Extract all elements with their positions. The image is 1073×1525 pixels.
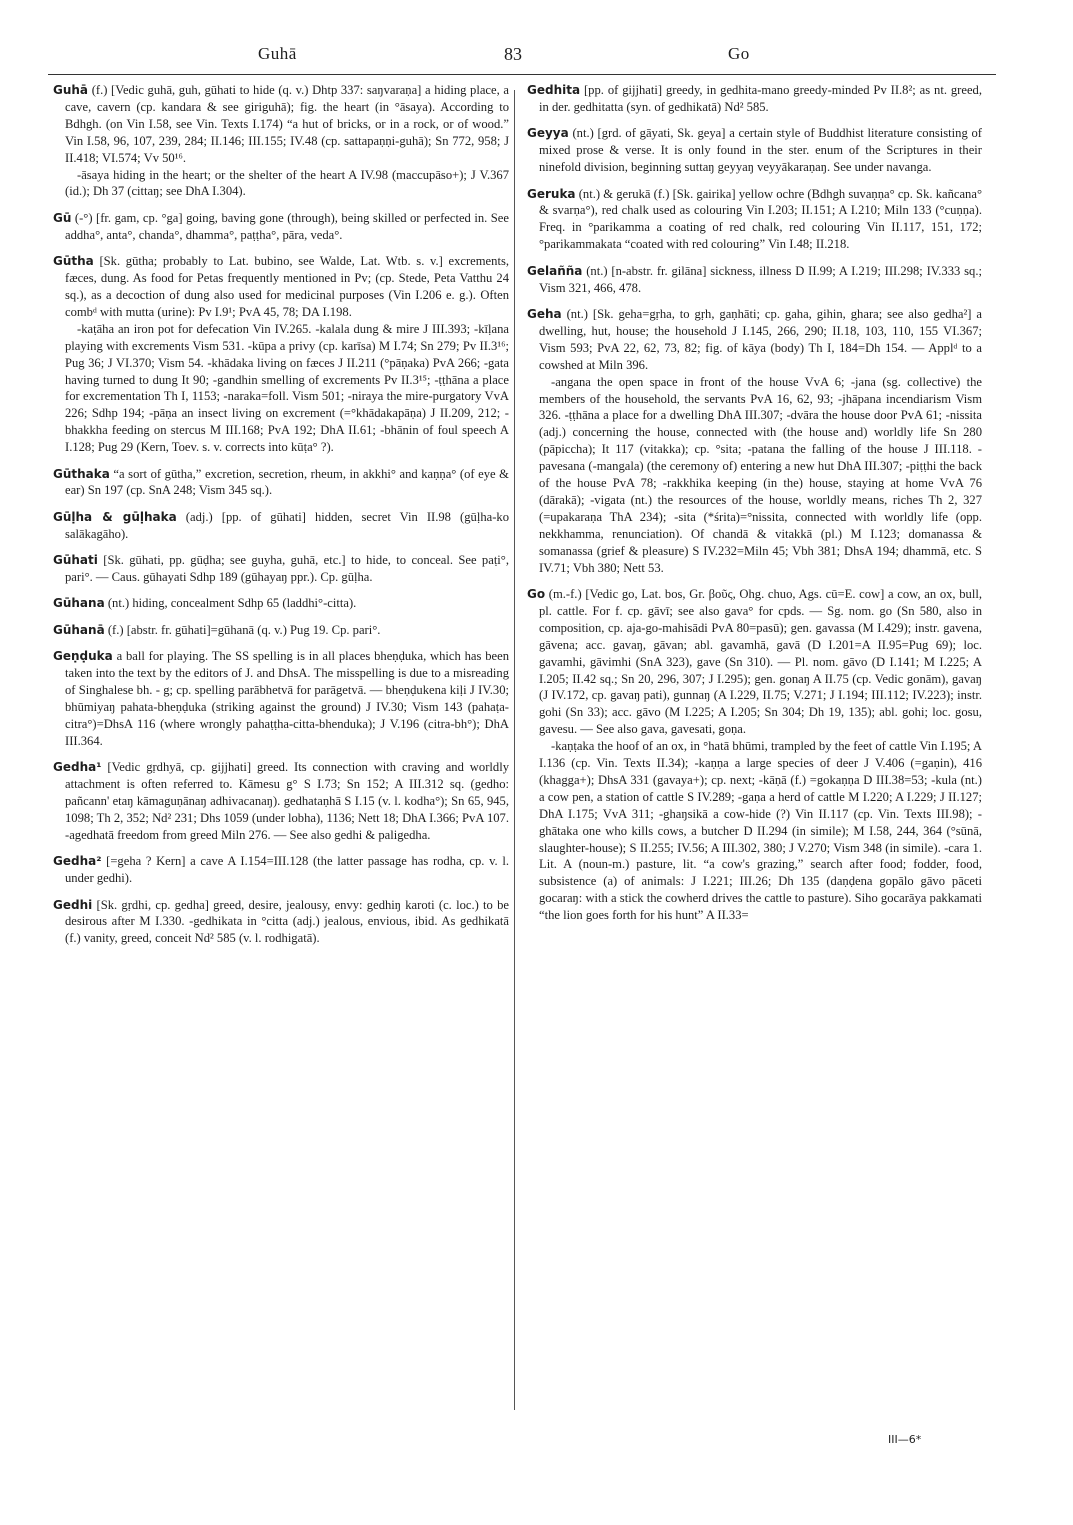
headword: Guhā [53, 83, 89, 97]
headword: Gelañña [527, 263, 583, 278]
signature-mark: III—6* [888, 1433, 922, 1446]
left-guide-word: Guhā [258, 44, 297, 63]
column-divider [514, 90, 515, 1410]
dictionary-entry [53, 595, 509, 612]
headword: Geṇḍuka [53, 649, 113, 664]
dictionary-entry [53, 82, 509, 200]
headword: Gūhati [53, 553, 98, 568]
entry-body: (nt.) [grd. of gāyati, Sk. geya] a certain style of Buddhist literature consisting of mixed prose & verse. It is only found in the ster. enum of the Scriptures in their ninefold division, beginning suttaŋ geyyaŋ veyyākaraṇaŋ. See under navanga. [539, 126, 982, 175]
headword: Gūtha [53, 254, 94, 269]
entry-body: (f.) [Vedic guhā, guh, gūhati to hide (q. v.) Dhtp 337: saŋvaraṇa] a hiding place, a cave, cavern (cp. kandara & see giriguhā); fig. the heart (in °āsaya). According to Bdhgh. (on Vin I.58, see Vin. Texts I.174) “a hut of bricks, or in a rock, or of wood.” Vin I.58, 96, 107, 239, 284; II.146; III.155; IV.48 (cp. sattapaṇṇi-guhā); Sn 772, 958; J II.418; VI.574; Vv 50¹⁶. [65, 83, 509, 165]
entry-body: [Sk. gṛdhi, cp. gedha] greed, desire, jealousy, envy: gedhiŋ karoti (c. loc.) to be desirous after M I.330. -gedhikata in °citta (adj.) jealous, envious, ibid. As gedhikatā (f.) vanity, greed, conceit Nd² 585 (v. l. rodhigatā). [65, 897, 509, 946]
entry-body: a ball for playing. The SS spelling is in all places bheṇḍuka, which has been taken into the text by the editors of J. and DhsA. The misspelling is due to a misreading of Singhalese bh. - g; cp. spelling parābhetvā for parāgetvā. — bheṇḍukena kiḷi J IV.30; bhūmiyaŋ pahata-bheṇḍuka (striking against the ground) J IV.30; Vism 143 (pahaṭa-citra°)=DhsA 116 (where wrongly pahaṭṭha-citta-bhenduka); J V.196 (citra-bh°); DhA III.364. [65, 649, 509, 748]
entry-body: (nt.) [n-abstr. fr. gilāna] sickness, illness D II.99; A I.219; III.298; IV.333 sq.; Vism 321, 466, 478. [539, 263, 982, 295]
page-number: 83 [504, 44, 522, 64]
dictionary-entry [527, 82, 982, 116]
headword: Gedha² [53, 854, 102, 869]
entry-body: [=geha ? Kern] a cave A I.154=III.128 (the latter passage has rodha, cp. v. l. under gedhi). [65, 854, 509, 886]
headword: Gūthaka [53, 466, 110, 481]
headword: Geha [527, 306, 562, 321]
left-column [53, 82, 509, 957]
entry-body: (nt.) [Sk. geha=gṛha, to gṛh, gaṇhāti; cp. gaha, gihin, ghara; see also gedha²] a dwelling, hut, house; the household J I.145, 266, 290; II.18, 103, 110, 155 VI.367; Vism 593; PvA 22, 62, 73, 82; fig. of kāya (body) Th I, 184=Dh 154. — Applᵈ to a cowshed at Miln 396. [539, 306, 982, 372]
headword: Gedhita [527, 83, 581, 97]
dictionary-entry [53, 210, 509, 244]
headword: Gūhanā [53, 622, 105, 637]
dictionary-entry [527, 263, 982, 297]
running-header [0, 40, 1073, 70]
entry-body: “a sort of gūtha,” excretion, secretion, rheum, in akkhi° and kaṇṇa° (of eye & ear) Sn 197 (cp. SnA 248; Vism 345 sq.). [65, 466, 509, 498]
entry-body: (nt.) hiding, concealment Sdhp 65 (laddhi°-citta). [107, 596, 357, 611]
headword: Go [527, 586, 546, 601]
dictionary-entry [527, 586, 982, 924]
headword: Geyya [527, 126, 569, 141]
entry-body: [Sk. gūtha; probably to Lat. bubino, see Walde, Lat. Wtb. s. v.] excrements, fæces, dung. As food for Petas frequently mentioned in Pv; (cp. Stede, Peta Vatthu 24 sq.), as a decoction of dung also used for medicinal purposes (Vin I.206 e. g.). Often combᵈ with mutta (urine): Pv I.9¹; PvA 45, 78; DA I.198. [65, 254, 509, 319]
dictionary-entry [53, 853, 509, 887]
dictionary-entry [53, 253, 509, 456]
dictionary-entry [53, 897, 509, 948]
dictionary-entry [53, 759, 509, 844]
entry-body: [pp. of gijjhati] greedy, in gedhita-mano greedy-minded Pv II.8²; as nt. greed, in der. gedhitatta (syn. of gedhikatā) Nd² 585. [539, 83, 982, 114]
entry-body: (-°) [fr. gam, cp. °ga] going, baving gone (through), being skilled or perfected in. See addha°, anta°, chanda°, dhamma°, paṭṭha°, pāra, veda°. [65, 210, 509, 242]
headword: Geruka [527, 186, 576, 201]
right-guide-word: Go [728, 44, 750, 63]
dictionary-entry [53, 509, 509, 543]
entry-body: (nt.) & gerukā (f.) [Sk. gairika] yellow ochre (Bdhgh suvaṇṇa° cp. Sk. kañcana° & svarṇa°), red chalk used as colouring Vin I.203; II.151; A I.210; Miln 133 (°cuṇṇa). Freq. in °parikamma a coating of red chalk, red colouring Vin II.117, 151, 172; °parikammakata “coated with red colouring” Vin I.48; II.218. [539, 186, 982, 252]
dictionary-entry [53, 466, 509, 500]
entry-compounds: -kaṭāha an iron pot for defecation Vin IV.265. -kalala dung & mire J III.393; -kīḷana playing with excrements Vism 531. -kūpa a privy (cp. karīsa) M I.74; Sn 279; Pv II.3¹⁶; Pug 36; J VI.370; Vism 54. -khādaka living on fæces J II.211 (°pāṇaka) PvA 266; -gata having turned to dung It 90; -gandhin smelling of excrements Pv II.3¹⁵; -ṭṭhāna a place for excrementation Th I, 1153; -naraka=foll. Vism 501; -niraya the mire-purgatory VvA 226; Sdhp 194; -pāṇa an insect living on excrement (=°khādakapāṇa) J II.209, 212; -bhakkha feeding on stercus M III.168; PvA 192; DhA II.61; -bhānin of foul speech A I.128; Pug 29 (Kern, Toev. s. v. corrects into kūṭa° ?). [65, 321, 509, 455]
dictionary-entry [527, 306, 982, 577]
dictionary-entry [53, 622, 509, 639]
headword: Gedhi [53, 897, 93, 912]
headword: Gedha¹ [53, 760, 102, 775]
dictionary-entry [53, 648, 509, 749]
headword: Gūhana [53, 596, 105, 611]
entry-compounds: -āsaya hiding in the heart; or the shelter of the heart A IV.98 (maccupāso+); J V.367 (id.); Dh 37 (cittaŋ; see DhA I.304). [65, 167, 509, 199]
entry-compounds: -angana the open space in front of the house VvA 6; -jana (sg. collective) the members of the household, the servants PvA 16, 62, 93; -jhāpana incendiarism Vism 326. -ṭṭhāna a place for a dwelling DhA III.307; -dvāra the house door PvA 61; -nissita (adj.) concerning the house, connected with (the house and) worldly life Sn 280 (pāpiccha); It 117 (vitakka); cp. °sita; -patana the falling of the house J III.118. -pavesana (-mangala) (the ceremony of) entering a new hut DhA III.307; -piṭṭhi the back of the house PvA 78; -rakkhika keeping (in the) house, staying at home VvA 76 (dārakā); -vigata (nt.) the resources of the house, worldly means, riches Th 2, 327 (=upakaraṇa ThA 234); -sita (*śrita)=°nissita, connected with worldly life (opp. nekkhamma, renunciation). Of chandā & vitakkā (pl.) M I.123; domanassa & somanassa (grief & pleasure) S IV.232=Miln 45; Vbh 381; DhsA 194; dhammā, etc. S IV.71; Vbh 380; Nett 53. [539, 374, 982, 575]
dictionary-entry [53, 552, 509, 586]
entry-body: [Sk. gūhati, pp. gūḍha; see guyha, guhā, etc.] to hide, to conceal. See paṭi°, pari°. — Caus. gūhayati Sdhp 189 (gūhayaŋ ppr.). Cp. gūḷha. [65, 553, 509, 585]
headword: Gūḷha & gūḷhaka [53, 509, 177, 524]
header-rule [48, 74, 996, 75]
entry-compounds: -kaṇṭaka the hoof of an ox, in °hatā bhūmi, trampled by the feet of cattle Vin I.195; A I.136 (cp. Vin. Texts II.34); -kaṇṇa a large species of deer J V.406 (=gaṇin), 416 (khagga+); DhsA 331 (gavaya+); cp. next; -kāṇā (f.) =gokaṇṇa D III.38=53; -kula (nt.) a cow pen, a station of cattle S IV.289; -gaṇa a herd of cattle M I.220; A I.229; J II.127; DhA I.175; VvA 311; -ghaŋsikā a cow-hide (?) Vin II.117 (cp. Vin. Texts III.98); -ghātaka one who kills cows, a butcher D II.294 (in simile); M I.58, 244, 364 (°sūnā, slaughter-house); S II.255; IV.56; A III.302, 380; J V.270; Vism 348 (in simile). -cara 1. Lit. A (noun-m.) pasture, lit. “a cow's grazing,” search after food; fodder, food, subsistence (a) of animals: J I.221; III.26; Dh 135 (daṇḍena gopālo gāvo pāceti gocaraŋ: with a stick the cowherd drives the cattle to pasture). Siho gocarāya pakkamati “the lion goes forth for his hunt” A II.33= [539, 739, 982, 923]
entry-body: (m.-f.) [Vedic go, Lat. bos, Gr. βοῦς, Ohg. chuo, Ags. cū=E. cow] a cow, an ox, bull, pl. cattle. For f. cp. gāvī; see also gava° for cpds. — Sg. nom. go (Sn 580, also in composition, cp. aja-go-mahisādi PvA 80=pasū); gen. gavassa (M I.429); instr. gavena, gāvena; acc. gavaŋ, gāvan; abl. gavamhā, gavā (D I.201=A II.95=Pug 69); loc. gavamhi, gāvimhi (SnA 323), gave (Sn 310). — Pl. nom. gāvo (D I.141; M I.225; A I.205; II.42 sq.; Sn 20, 296, 307; J I.295); gen. gonaŋ A II.75 (cp. Vedic gonām), gavaŋ (J IV.172, cp. gavaŋ pati), gunnaŋ (A I.229, II.75; V.271; J I.194; III.112; IV.223); instr. gohi (Sn 33); acc. gāvo (M I.225; A I.205; Sn 304; Dh 19, 135); abl. gohi; loc. gosu, gavesu. — See also gava, gavesati, goṇa. [539, 586, 982, 737]
entry-body: (f.) [abstr. fr. gūhati]=gūhanā (q. v.) Pug 19. Cp. pari°. [107, 622, 381, 637]
dictionary-entry [527, 125, 982, 176]
headword: Gū [53, 210, 72, 225]
right-column [527, 82, 982, 934]
entry-body: (adj.) [pp. of gūhati] hidden, secret Vin II.98 (gūḷha-ko salākagāho). [65, 509, 509, 541]
entry-body: [Vedic gṛdhyā, cp. gijjhati] greed. Its connection with craving and worldly attachment is often referred to. Kāmesu g° S I.73; Sn 152; A III.312 sq. (gedho: pañcann' etaŋ kāmaguṇānaŋ adhivacanaŋ). gedhataṇhā S I.15 (v. l. kodha°); Sn 65, 945, 1098; Th 2, 352; Nd² 231; Dhs 1059 (under lobha), 1136; Nett 18; DhA I.366; PvA 107. -agedhatā freedom from greed Miln 276. — See also gedhi & paligedha. [65, 760, 509, 842]
dictionary-entry [527, 186, 982, 254]
